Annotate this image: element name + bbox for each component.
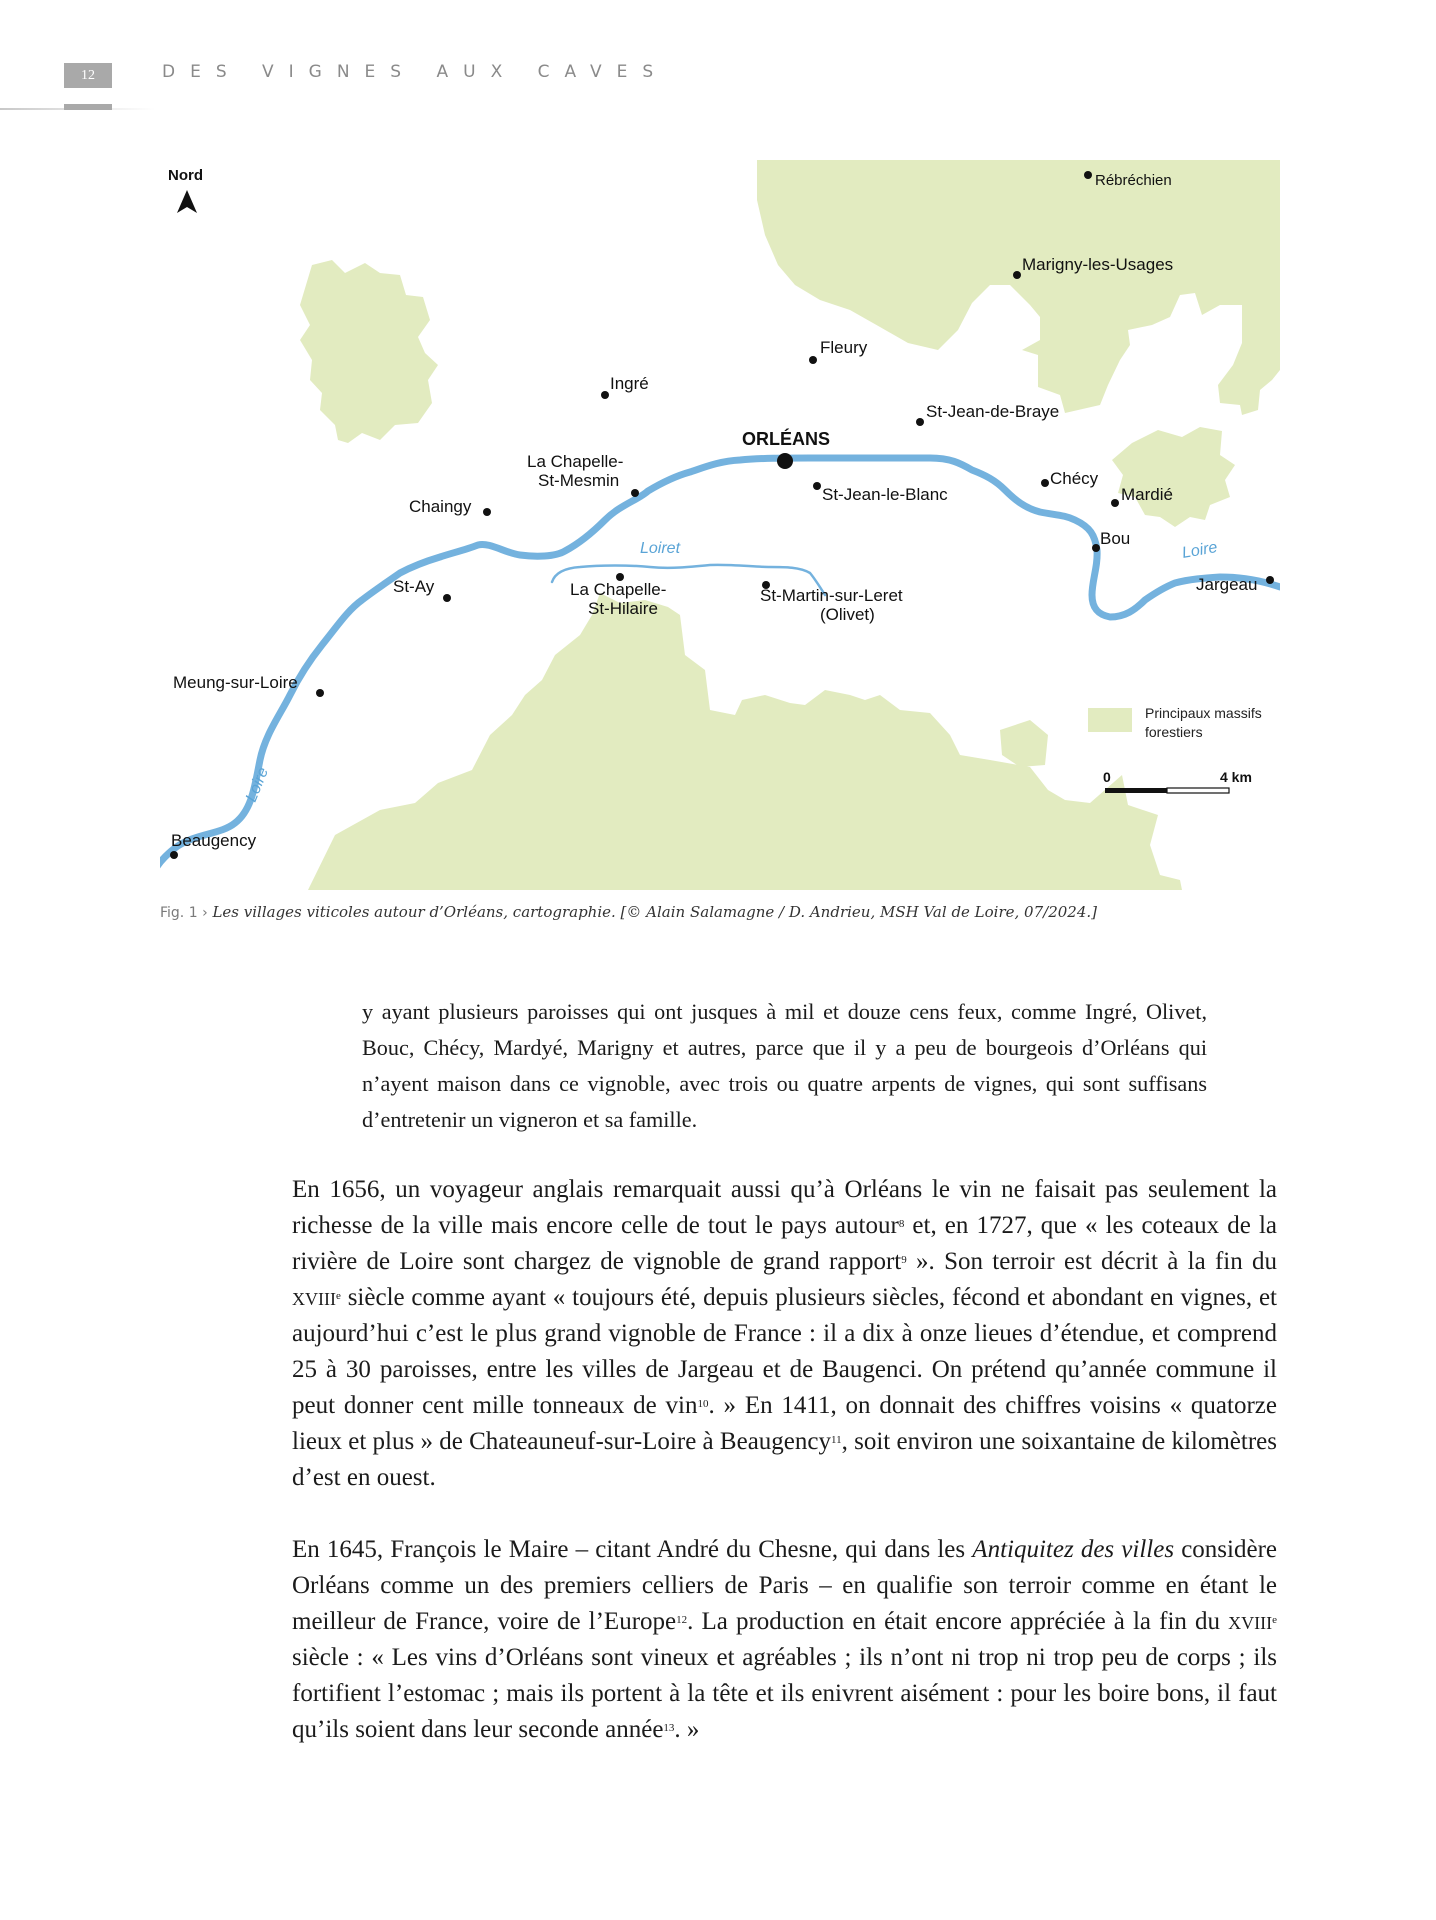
- forest-south: [308, 593, 1182, 890]
- paragraph-2-text: . La production en était encore appréciée à la fin du: [687, 1608, 1229, 1635]
- label-la-chapelle-st-hilaire-2: St-Hilaire: [588, 599, 658, 618]
- label-meung: Meung-sur-Loire: [173, 673, 298, 692]
- footnote-ref[interactable]: 12: [676, 1614, 688, 1626]
- header-rule-accent: [64, 104, 112, 110]
- legend-forest-swatch: [1088, 708, 1132, 732]
- label-la-chapelle-st-hilaire-1: La Chapelle-: [570, 580, 667, 599]
- north-arrow: [168, 167, 203, 213]
- label-rebrechien: Rébréchien: [1095, 172, 1172, 189]
- label-st-martin-2: (Olivet): [820, 605, 875, 624]
- paragraph-2-text: considère Orléans comme un des premiers celliers de Paris – en qualifie son terroir comme en étant le meilleur de France, voire de l’Europe: [292, 1536, 1277, 1635]
- label-marigny: Marigny-les-Usages: [1022, 255, 1174, 274]
- footnote-ref[interactable]: 13: [663, 1722, 675, 1734]
- scale-end: 4 km: [1220, 769, 1252, 785]
- north-arrow-icon: [177, 190, 197, 213]
- label-st-jean-le-blanc: St-Jean-le-Blanc: [822, 485, 948, 504]
- label-beaugency: Beaugency: [171, 831, 257, 850]
- label-mardie: Mardié: [1121, 485, 1173, 504]
- label-st-ay: St-Ay: [393, 577, 435, 596]
- quote-text: y ayant plusieurs paroisses qui ont jusques à mil et douze cens feux, comme Ingré, Olivet, Bouc, Chécy, Mardyé, Marigny et autres, parce que il y a peu de bourgeois d’Orléans qui n’ayent maison dans ce vignoble, avec trois ou quatre arpents de vignes, qui sont suffisans d’entretenir un vigneron et sa famille.: [362, 999, 1207, 1132]
- forest-northeast: [757, 160, 1280, 415]
- century-ordinal: e: [1272, 1614, 1277, 1626]
- paragraph-2-text: En 1645, François le Maire – citant André du Chesne, qui dans les: [292, 1536, 973, 1563]
- label-st-jean-de-braye: St-Jean-de-Braye: [926, 402, 1060, 421]
- running-title: DES VIGNES AUX CAVES: [162, 62, 669, 82]
- paragraph-2-text: siècle : « Les vins d’Orléans sont vineux et agréables ; ils n’ont ni trop ni trop peu de corps ; ils fortifient l’estomac ; mais ils portent à la tête et ils enivrent aisément : pour les boire bons, il faut qu’ils soient dans leur seconde année: [292, 1644, 1277, 1743]
- figure-caption: [160, 903, 1097, 921]
- label-st-martin-1: St-Martin-sur-Leret: [760, 586, 903, 605]
- century-numeral: xviii: [292, 1284, 336, 1311]
- map-legend: [1088, 705, 1262, 740]
- paragraph-1-text: . » En 1411, on donnait des chiffres voisins « quatorze lieux et plus » de Chateauneuf-sur-Loire à Beaugency: [292, 1392, 1277, 1455]
- footnote-ref[interactable]: 8: [898, 1218, 905, 1230]
- scale-start: 0: [1103, 769, 1111, 785]
- page-number: 12: [64, 63, 112, 88]
- paragraph-1-text: siècle comme ayant « toujours été, depuis plusieurs siècles, fécond et abondant en vignes, et aujourd’hui c’est le plus grand vignoble de France : il a dix à onze lieues d’étendue, et comprend 25 à 30 paroisses, entre les villes de Jargeau et de Baugenci. On prétend qu’année commune il peut donner cent mille tonneaux de vin: [292, 1284, 1277, 1419]
- label-la-chapelle-st-mesmin-1: La Chapelle-: [527, 452, 624, 471]
- label-ingre: Ingré: [610, 374, 649, 393]
- paragraph-1-text: et, en 1727, que « les coteaux de la rivière de Loire sont chargez de vignoble de grand rapport: [292, 1212, 1277, 1275]
- map-figure: [160, 155, 1280, 890]
- footnote-ref[interactable]: 11: [830, 1434, 842, 1446]
- loire-west-label: Loire: [242, 765, 273, 805]
- city-label: ORLÉANS: [742, 429, 831, 449]
- legend-forest-line1: Principaux massifs: [1145, 705, 1262, 721]
- label-bou: Bou: [1100, 529, 1131, 548]
- paragraph-1-text: En 1656, un voyageur anglais remarquait aussi qu’à Orléans le vin ne faisait pas seulement la richesse de la ville mais encore celle de tout le pays autour: [292, 1176, 1277, 1239]
- forest-mardie: [1112, 427, 1235, 527]
- forest-northwest: [300, 260, 438, 443]
- figure-number: Fig. 1 ›: [160, 905, 208, 921]
- paragraph-1-text: , soit environ une soixantaine de kilomètres d’est en ouest.: [292, 1428, 1277, 1491]
- legend-forest-line2: forestiers: [1145, 724, 1203, 740]
- scale-bar: [1103, 769, 1252, 793]
- book-title: Antiquitez des villes: [972, 1536, 1175, 1563]
- loire-east-label: Loire: [1180, 539, 1219, 562]
- label-jargeau: Jargeau: [1196, 575, 1258, 594]
- paragraph-2-text: . »: [674, 1716, 700, 1743]
- city-orleans: [742, 428, 830, 469]
- paragraph-1-text: ». Son terroir est décrit à la fin du: [906, 1248, 1277, 1275]
- label-la-chapelle-st-mesmin-2: St-Mesmin: [538, 471, 620, 490]
- paragraph-1: [292, 1172, 1277, 1496]
- north-label: Nord: [168, 167, 203, 184]
- century-ordinal: e: [335, 1290, 341, 1302]
- footnote-ref[interactable]: 10: [697, 1398, 709, 1410]
- block-quote: [362, 994, 1207, 1138]
- label-checy: Chécy: [1050, 469, 1099, 488]
- loiret-label: Loiret: [640, 540, 681, 557]
- century-numeral: xviii: [1228, 1608, 1273, 1635]
- caption-text: Les villages viticoles autour d’Orléans, cartographie. [© Alain Salamagne / D. Andrieu, MSH Val de Loire, 07/2024.]: [212, 903, 1097, 921]
- paragraph-2: [292, 1532, 1277, 1748]
- label-chaingy: Chaingy: [409, 497, 472, 516]
- forest-south-2: [1000, 720, 1048, 767]
- footnote-ref[interactable]: 9: [901, 1254, 907, 1266]
- label-fleury: Fleury: [820, 338, 868, 357]
